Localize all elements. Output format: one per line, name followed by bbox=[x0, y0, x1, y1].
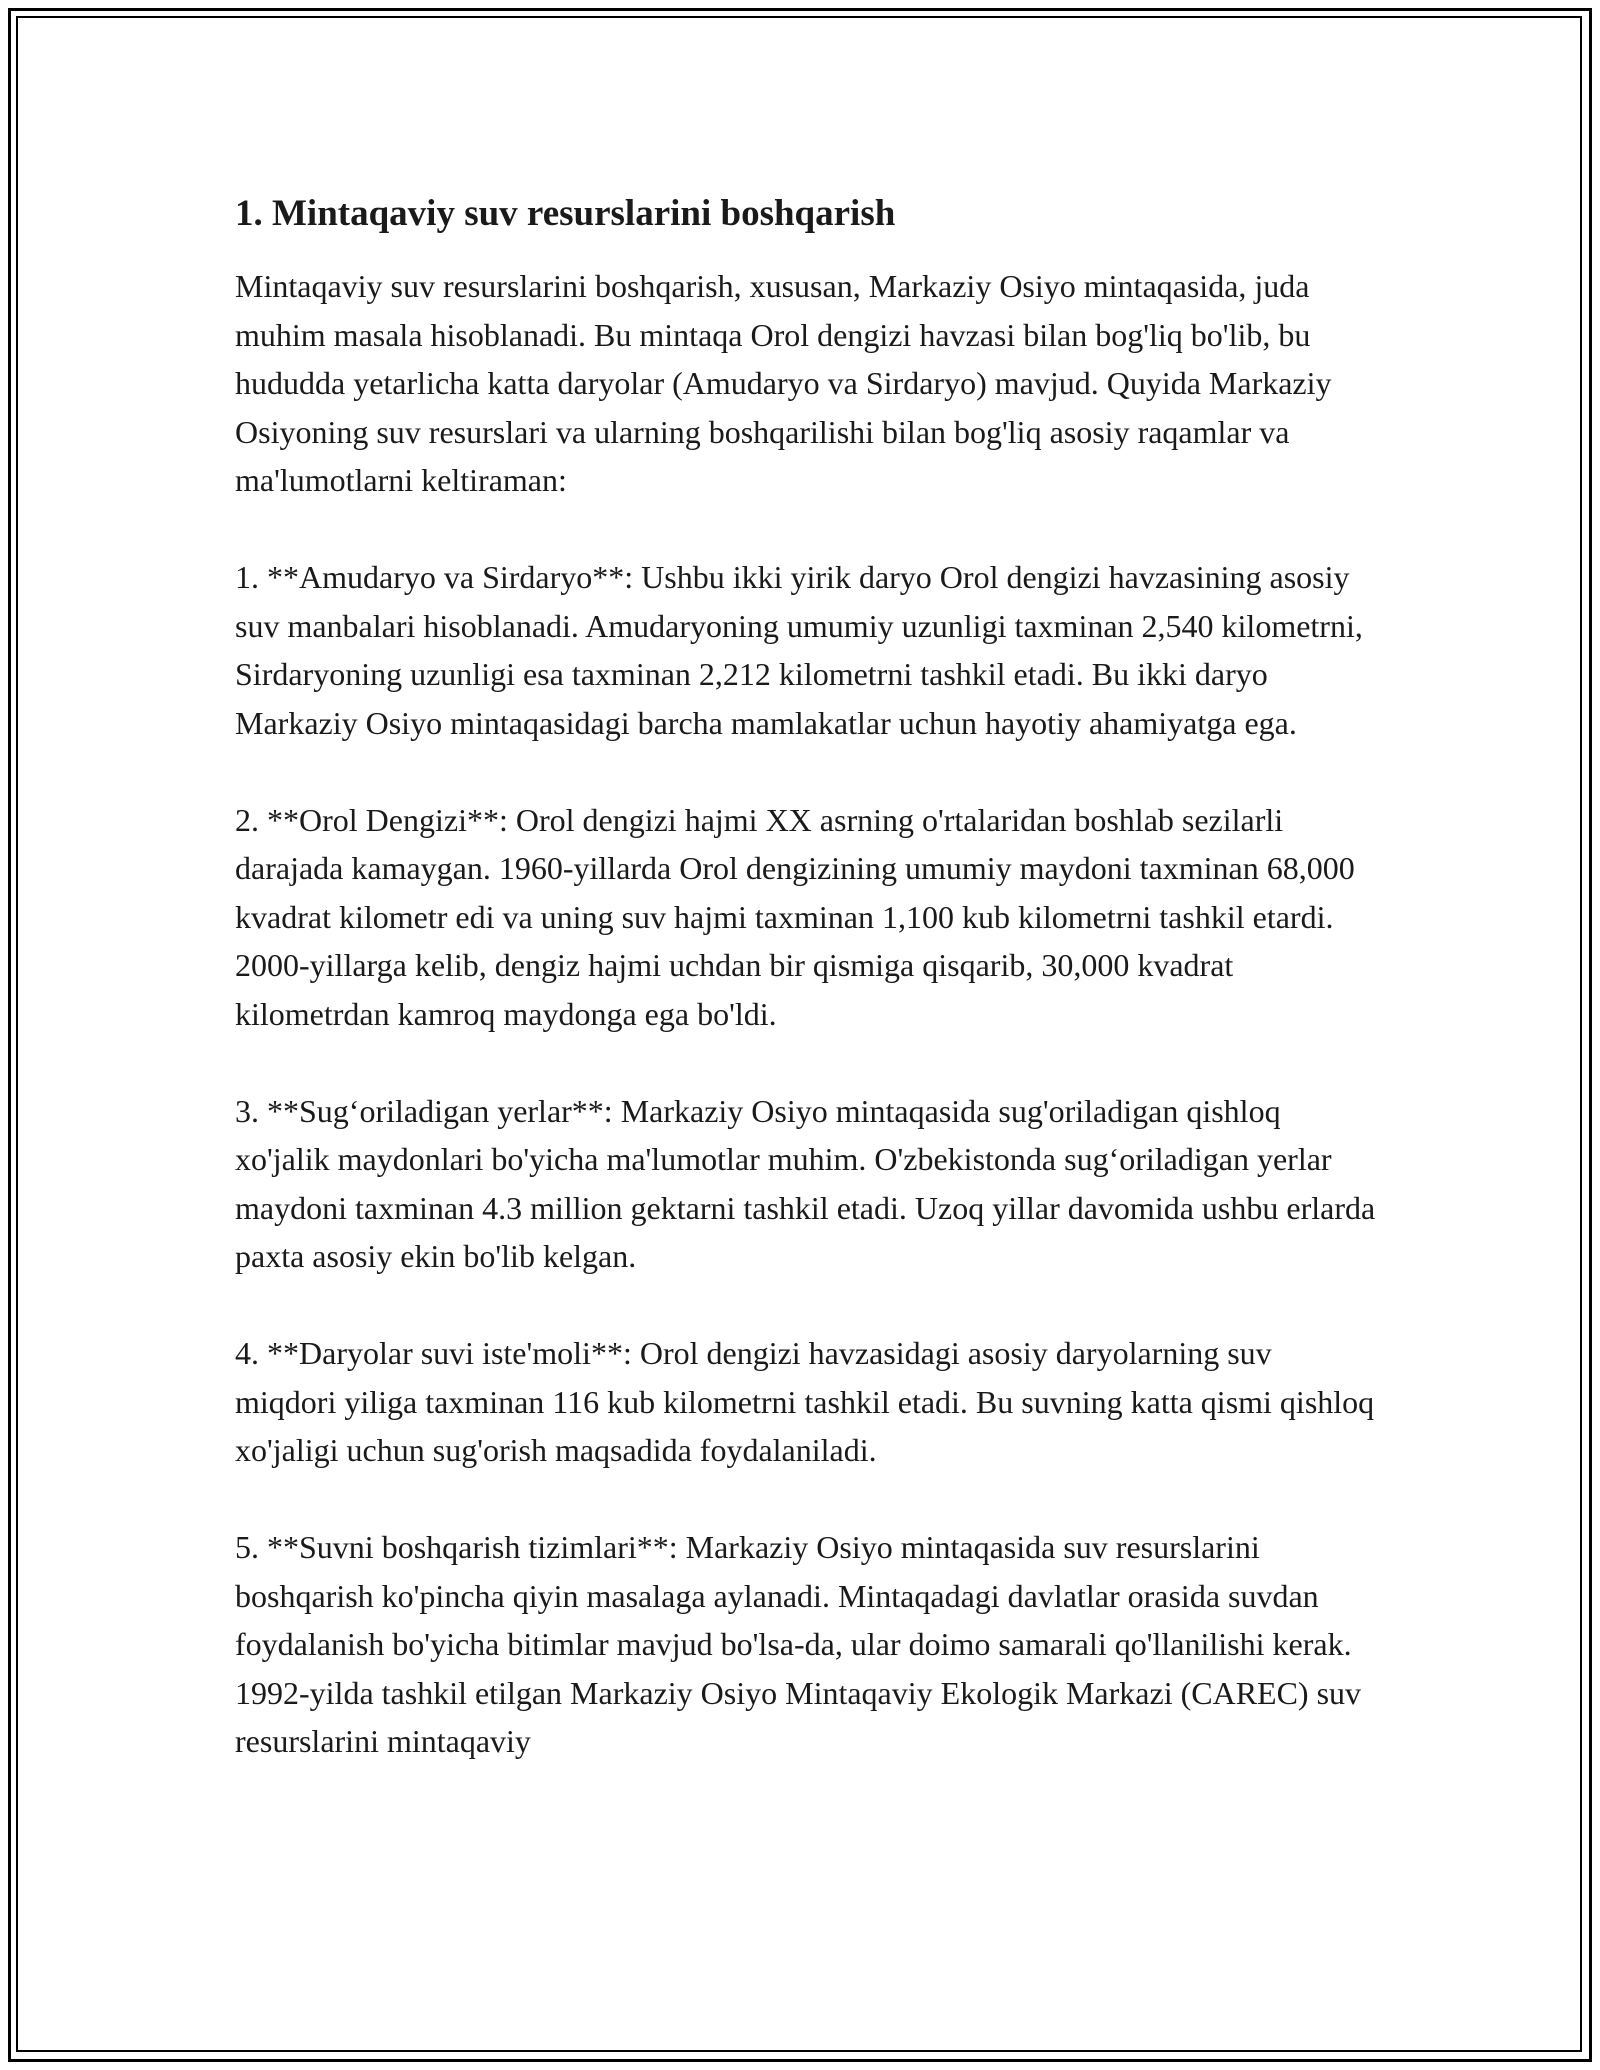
list-item-daryolar-suvi: 4. **Daryolar suvi iste'moli**: Orol dengizi havzasidagi asosiy daryolarning suv miqdori yiliga taxminan 116 kub kilometrni tashkil etadi. Bu suvning katta qismi qishloq xo'jaligi uchun sug'orish maqsadida foydalaniladi. bbox=[235, 1335, 1375, 1468]
list-item-orol-dengizi: 2. **Orol Dengizi**: Orol dengizi hajmi XX asrning o'rtalaridan boshlab sezilarli darajada kamaygan. 1960-yillarda Orol dengizining umumiy maydoni taxminan 68,000 kvadrat kilometr edi va uning suv hajmi taxminan 1,100 kub kilometrni tashkil etardi. 2000-yillarga kelib, dengiz hajmi uchdan bir qismiga qisqarib, 30,000 kvadrat kilometrdan kamroq maydonga ega bo'ldi. bbox=[235, 801, 1355, 1032]
intro-paragraph: Mintaqaviy suv resurslarini boshqarish, xususan, Markaziy Osiyo mintaqasida, juda muhim masala hisoblanadi. Bu mintaqa Orol dengizi havzasi bilan bog'liq bo'lib, bu hududda yetarlicha katta daryolar (Amudaryo va Sirdaryo) mavjud. Quyida Markaziy Osiyoning suv resurslari va ularning boshqarilishi bilan bog'liq asosiy raqamlar va ma'lumotlarni keltiraman: bbox=[235, 268, 1332, 498]
document-body bbox=[235, 186, 1380, 1814]
section-title: 1. Mintaqaviy suv resurslarini boshqarish bbox=[235, 193, 896, 234]
list-item-amudaryo-sirdaryo: 1. **Amudaryo va Sirdaryo**: Ushbu ikki yirik daryo Orol dengizi havzasining asosiy suv manbalari hisoblanadi. Amudaryoning umumiy uzunligi taxminan 2,540 kilometrni, Sirdaryoning uzunligi esa taxminan 2,212 kilometrni tashkil etadi. Bu ikki daryo Markaziy Osiyo mintaqasidagi barcha mamlakatlar uchun hayotiy ahamiyatga ega. bbox=[235, 559, 1363, 741]
list-item-suvni-boshqarish: 5. **Suvni boshqarish tizimlari**: Markaziy Osiyo mintaqasida suv resurslarini boshqarish ko'pincha qiyin masalaga aylanadi. Mintaqadagi davlatlar orasida suvdan foydalanish bo'yicha bitimlar mavjud bo'lsa-da, ular doimo samarali qo'llanilishi kerak. 1992-yilda tashkil etilgan Markaziy Osiyo Mintaqaviy Ekologik Markazi (CAREC) suv resurslarini mintaqaviy bbox=[235, 1529, 1362, 1759]
list-item-sugoriladigan-yerlar: 3. **Sug‘oriladigan yerlar**: Markaziy Osiyo mintaqasida sug'oriladigan qishloq xo'jalik maydonlari bo'yicha ma'lumotlar muhim. O'zbekistonda sug‘oriladigan yerlar maydoni taxminan 4.3 million gektarni tashkil etadi. Uzoq yillar davomida ushbu erlarda paxta asosiy ekin bo'lib kelgan. bbox=[235, 1092, 1376, 1274]
